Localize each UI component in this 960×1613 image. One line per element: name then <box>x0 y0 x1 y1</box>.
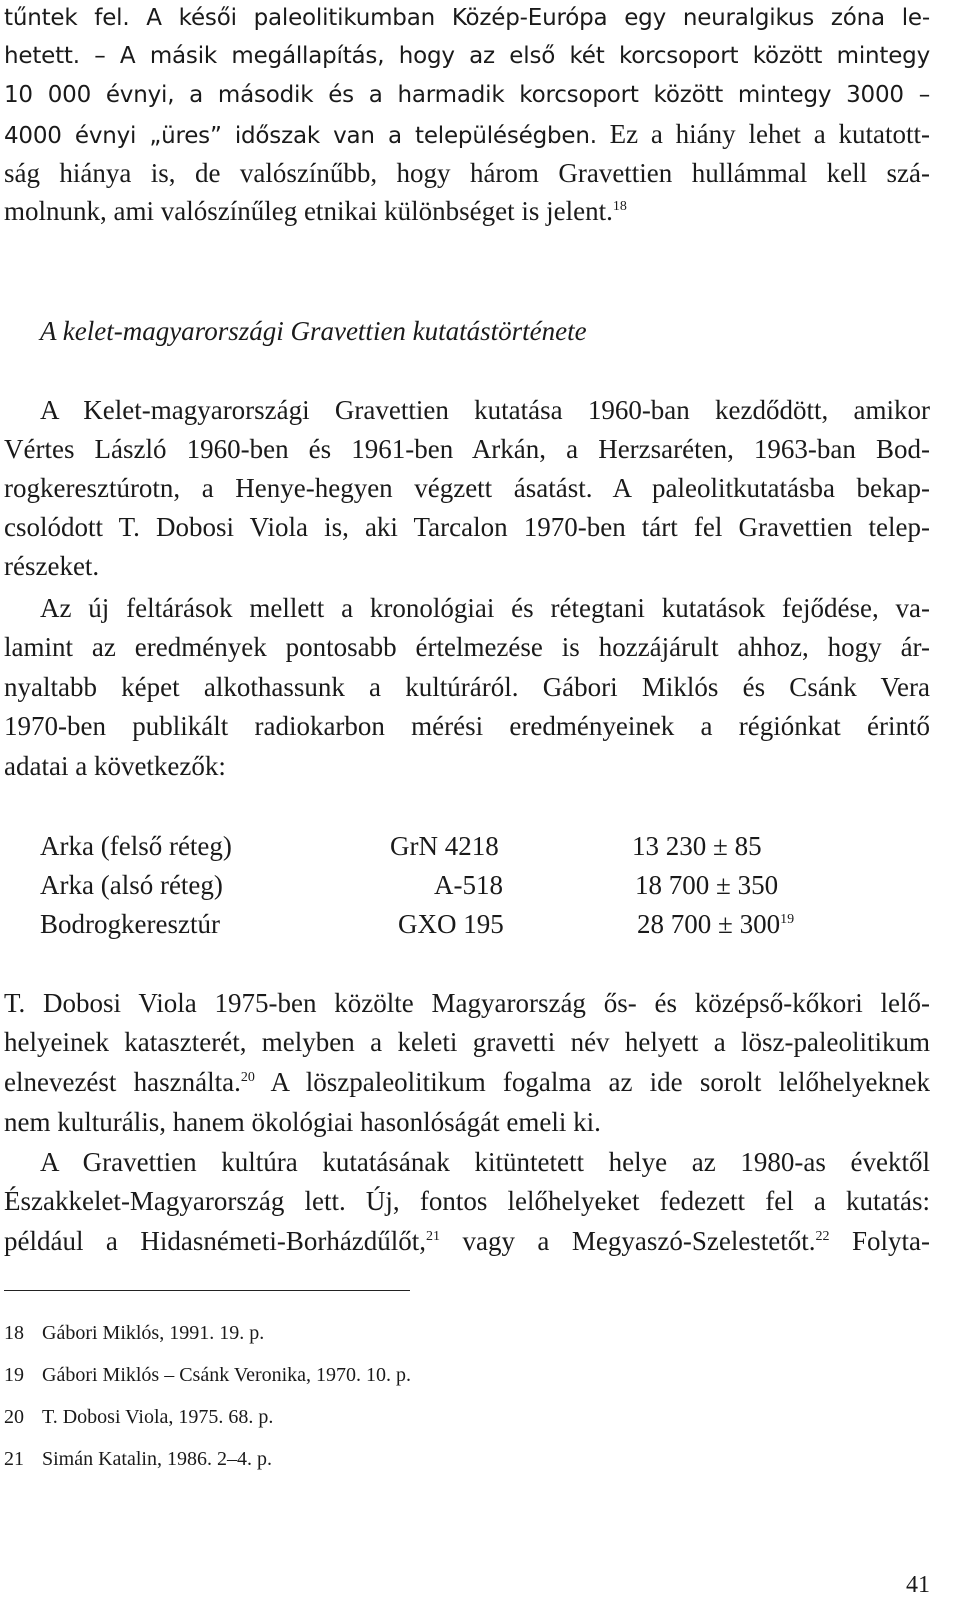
footnote-ref: 21 <box>426 1229 441 1244</box>
footnote: 20 T. Dobosi Viola, 1975. 68. p. <box>4 1406 274 1428</box>
footnote-ref: 18 <box>612 199 627 214</box>
body-text-line: A Kelet-magyarországi Gravettien kutatása 1960-ban kezdődött, amikor <box>40 395 930 425</box>
body-text-line: 10 000 évnyi, a második és a harmadik korcsoport között mintegy 3000 – <box>4 82 930 108</box>
body-text-line: helyeinek kataszterét, melyben a keleti gravetti név helyett a lösz-paleolitikum <box>4 1027 930 1057</box>
site-cell: Arka (alsó réteg) <box>40 870 223 900</box>
footnote: 21 Simán Katalin, 1986. 2–4. p. <box>4 1448 272 1470</box>
code-cell: GrN 4218 <box>390 831 499 861</box>
footnote-ref: 22 <box>815 1229 830 1244</box>
body-text-line: T. Dobosi Viola 1975-ben közölte Magyarország ős- és középső-kőkori lelő- <box>4 988 930 1018</box>
body-text-line: hetett. – A másik megállapítás, hogy az első két korcsoport között mintegy <box>4 43 930 69</box>
site-cell: Arka (felső réteg) <box>40 831 232 861</box>
body-text-line: nyaltabb képet alkothassunk a kultúráról. Gábori Miklós és Csánk Vera <box>4 672 930 702</box>
section-heading: A kelet-magyarországi Gravettien kutatástörténete <box>40 316 587 346</box>
body-text-line: 1970-ben publikált radiokarbon mérési eredményeinek a régiónkat érintő <box>4 711 930 741</box>
body-text-line: molnunk, ami valószínűleg etnikai különbséget is jelent.$^{18}$ <box>4 196 627 226</box>
page-number: 41 <box>906 1572 930 1598</box>
body-text-line: csolódott T. Dobosi Viola is, aki Tarcalon 1970-ben tárt fel Gravettien telep- <box>4 512 930 542</box>
code-cell: GXO 195 <box>398 909 504 939</box>
body-text-line: elnevezést használta.$^{20}$ A löszpaleolitikum fogalma az ide sorolt lelőhelyeknek <box>4 1067 930 1097</box>
body-text-line: Vértes László 1960-ben és 1961-ben Arkán, a Herzsaréten, 1963-ban Bod- <box>4 434 930 464</box>
body-text-line: lamint az eredmények pontosabb értelmezése is hozzájárult ahhoz, hogy ár- <box>4 632 930 662</box>
body-text-line: ság hiánya is, de valószínűbb, hogy három Gravettien hullámmal kell szá- <box>4 158 930 188</box>
footnote: 19 Gábori Miklós – Csánk Veronika, 1970. 10. p. <box>4 1364 412 1386</box>
body-text-line: tűntek fel. A késői paleolitikumban Közép-Európa egy neuralgikus zóna le- <box>4 5 930 31</box>
body-text-line: részeket. <box>4 551 100 581</box>
code-cell: A-518 <box>434 870 503 900</box>
date-cell: 18 700 ± 350 <box>635 870 779 900</box>
site-cell: Bodrogkeresztúr <box>40 909 220 939</box>
footnote: 18 Gábori Miklós, 1991. 19. p. <box>4 1322 265 1344</box>
body-text-line: 4000 évnyi „üres” időszak van a településégben. Ez a hiány lehet a kutatott- <box>4 119 930 149</box>
footnote-ref: 20 <box>240 1070 255 1085</box>
body-text-line: nem kulturális, hanem ökológiai hasonlóságát emeli ki. <box>4 1107 601 1137</box>
footnote-separator <box>4 1290 410 1291</box>
body-text-line: A Gravettien kultúra kutatásának kitüntetett helye az 1980-as évektől <box>40 1147 930 1177</box>
body-text-line: adatai a következők: <box>4 751 226 781</box>
body-text-line: például a Hidasnémeti-Borházdűlőt,$^{21}$ vagy a Megyaszó-Szelestetőt.$^{22}$ Folyta- <box>4 1226 930 1256</box>
body-text-line: Az új feltárások mellett a kronológiai és rétegtani kutatások fejődése, va- <box>40 593 930 623</box>
body-text-line: rogkeresztúrotn, a Henye-hegyen végzett ásatást. A paleolitkutatásba bekap- <box>4 473 930 503</box>
body-text-line: Északkelet-Magyarország lett. Új, fontos lelőhelyeket fedezett fel a kutatás: <box>4 1186 930 1216</box>
date-cell: 13 230 ± 85 <box>632 831 762 861</box>
footnote-ref: 19 <box>780 912 795 927</box>
date-cell: 28 $700 \pm 300^{19}$ <box>637 909 795 939</box>
